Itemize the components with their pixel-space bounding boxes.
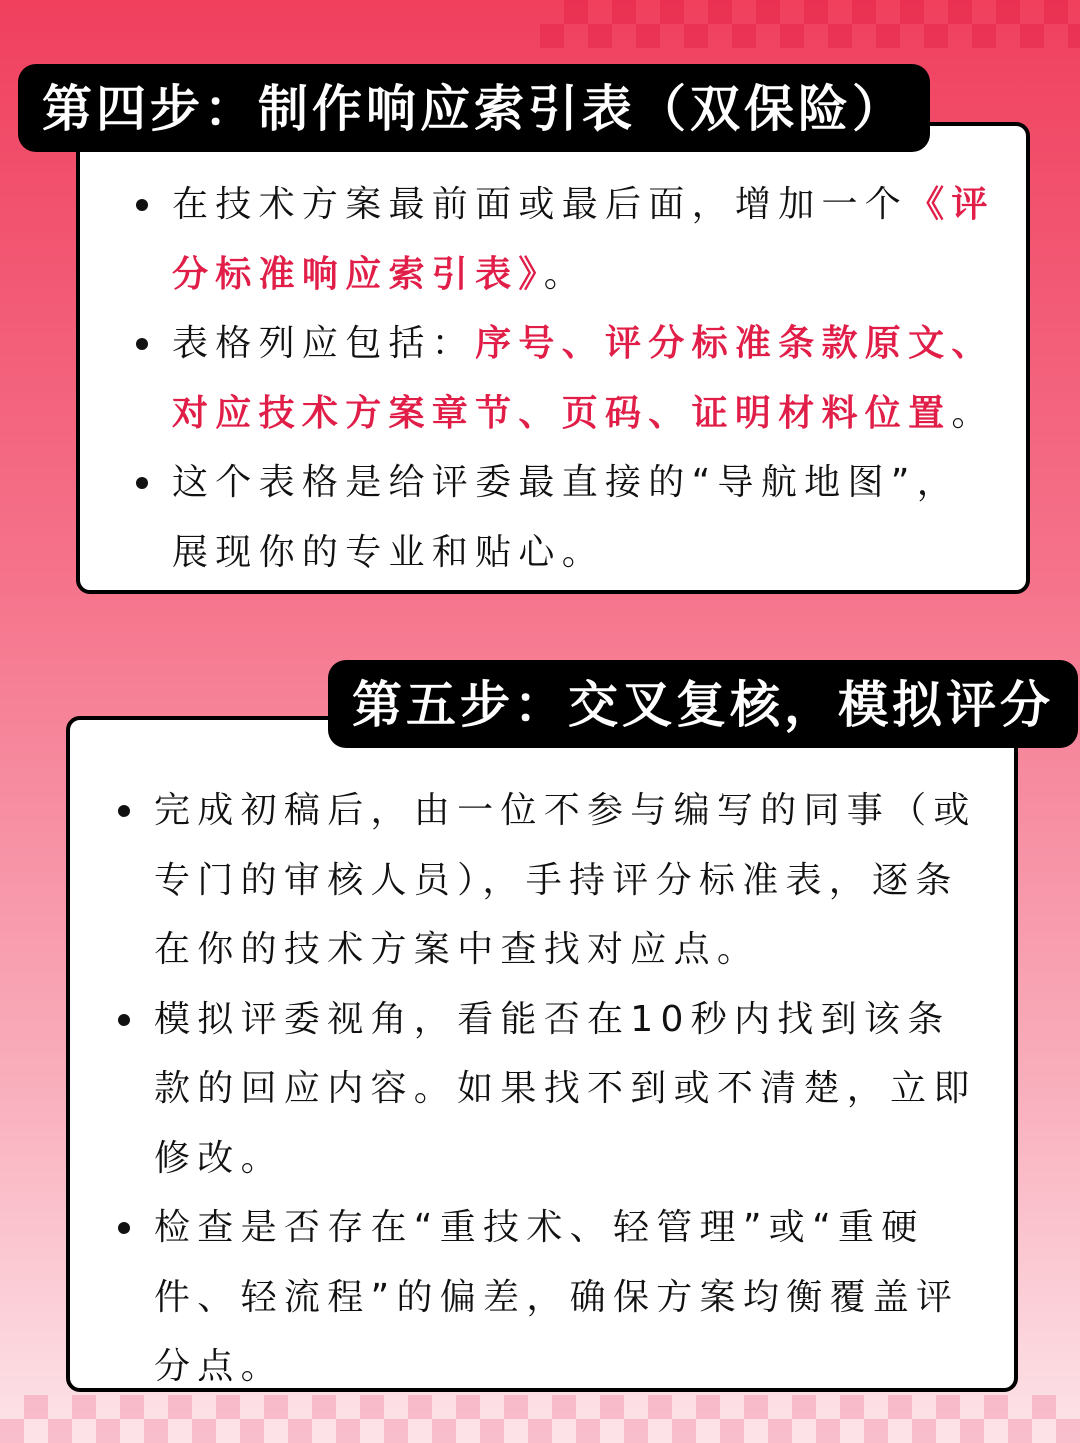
step4-card: [76, 122, 1030, 594]
step5-title: 第五步：交叉复核，模拟评分: [328, 660, 1078, 748]
checker-pattern-bottom: [0, 1395, 1080, 1443]
table-columns-highlight: 序号、评分标准条款原文、对应技术方案章节、页码、证明材料位置: [172, 323, 995, 434]
step4-bullet-list: [136, 170, 996, 587]
step5-bullet-1: 完成初稿后，由一位不参与编写的同事（或专门的审核人员），手持评分标准表，逐条在你的技术方案中查找对应点。: [118, 776, 980, 985]
step4-bullet-3: 这个表格是给评委最直接的“导航地图”，展现你的专业和贴心。: [136, 448, 996, 587]
step4-bullet-1: 在技术方案最前面或最后面，增加一个《评分标准响应索引表》。: [136, 170, 996, 309]
step4-bullet-2: 表格列应包括：序号、评分标准条款原文、对应技术方案章节、页码、证明材料位置。: [136, 309, 996, 448]
step4-title: 第四步：制作响应索引表（双保险）: [18, 64, 930, 152]
checker-pattern-top: [540, 0, 1080, 48]
step5-bullet-2: 模拟评委视角，看能否在10秒内找到该条款的回应内容。如果找不到或不清楚，立即修改。: [118, 985, 980, 1194]
step5-bullet-list: [118, 776, 980, 1402]
step5-card: [66, 716, 1018, 1392]
step5-bullet-3: 检查是否存在“重技术、轻管理”或“重硬件、轻流程”的偏差，确保方案均衡覆盖评分点。: [118, 1193, 980, 1402]
index-table-name: 《评分标准响应索引表》: [172, 184, 995, 295]
